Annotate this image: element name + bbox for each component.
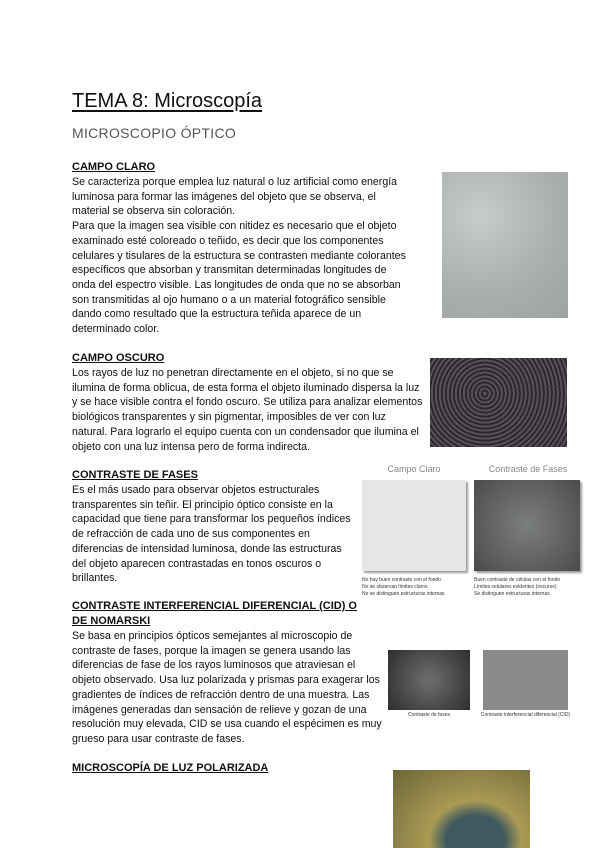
caption-dic: Contraste interferencial diferencial (CID)	[480, 712, 571, 718]
polarized-light-micrograph	[393, 770, 530, 848]
section-text-contraste-fases: Es el más usado para observar objetos estructurales transparentes sin teñir. El principio óptico consiste en la capacidad que tiene para transformar los pequeños índices de refracción de cada uno de sus componentes en diferencias de intensidad luminosa, donde las estructuras del objeto aparecen contrastadas en tonos oscuros o brillantes.	[72, 484, 351, 585]
caption-phase-contrast: Contraste de fases	[408, 712, 450, 718]
note: No se distinguen estructuras internas	[362, 591, 445, 597]
brightfield-cells-image	[362, 480, 466, 571]
contraste-fases-notes	[474, 577, 594, 598]
section-heading-campo-claro: CAMPO CLARO	[72, 161, 156, 173]
section-heading-campo-oscuro: CAMPO OSCURO	[72, 352, 165, 364]
note: No se observan límites claros	[362, 584, 428, 590]
page-title: TEMA 8: Microscopía	[72, 90, 263, 112]
note: Límites celulares evidentes (oscuros)	[474, 584, 557, 590]
section-heading-luz-polarizada: MICROSCOPÍA DE LUZ POLARIZADA	[72, 762, 269, 774]
campo-claro-notes	[362, 577, 472, 598]
phase-contrast-cells-image	[474, 480, 580, 571]
figure-title-contraste-fases: Contraste de Fases	[488, 464, 568, 474]
brightfield-micrograph	[442, 172, 568, 318]
note: No hay buen contraste con el fondo	[362, 577, 441, 583]
section-heading-cid: CONTRASTE INTERFERENCIAL DIFERENCIAL (CID) O DE NOMARSKI	[72, 600, 357, 627]
section-heading-contraste-fases: CONTRASTE DE FASES	[72, 469, 198, 481]
dic-image	[483, 650, 568, 710]
page-subtitle: MICROSCOPIO ÓPTICO	[72, 125, 237, 141]
phase-contrast-bw-image	[388, 650, 470, 710]
note: Buen contraste de células con el fondo	[474, 577, 561, 583]
section-text-campo-oscuro: Los rayos de luz no penetran directamente en el objeto, si no que se ilumina de forma oblicua, de esta forma el objeto iluminado dispersa la luz y se hace visible contra el fondo oscuro. Se utiliza para analizar elementos biológicos transparentes y sin pigmentar, imposibles de ver con luz natural. Para lograrlo el equipo cuenta con un condensador que ilumina el objeto con una luz intensa pero de forma indirecta.	[72, 367, 423, 453]
section-text-cid: Se basa en principios ópticos semejantes al microscopio de contraste de fases, porque la imagen se genera usando las diferencias de fase de los rayos luminosos que atraviesan el objeto observado. Usa luz polarizada y prismas para exagerar los gradientes de índices de refracción dentro de una muestra. Las imágenes generadas dan sensación de relieve y gozan de una resolución muy elevada, CID se usa cuando el espécimen es muy grueso para usar contraste de fases.	[72, 630, 382, 745]
note: Se distinguen estructuras internas	[474, 591, 550, 597]
darkfield-micrograph	[430, 358, 567, 447]
figure-title-campo-claro: Campo Claro	[387, 464, 441, 474]
section-text-campo-claro: Se caracteriza porque emplea luz natural o luz artificial como energía luminosa para formar las imágenes del objeto que se observa, el material se observa sin coloración. Para que la imagen sea visible con nitidez es necesario que el objeto examinado esté coloreado o teñido, es decir que los componentes celulares y tisulares de la estructura se contrasten mediante colorantes específicos que absorban y transmitan determinadas longitudes de onda del espectro visible. Las longitudes de onda que no se absorban son transmitidas al ojo humano o a un material fotográfico sensible dando como resultado que la estructura teñida aparece de un determinado color.	[72, 176, 406, 336]
